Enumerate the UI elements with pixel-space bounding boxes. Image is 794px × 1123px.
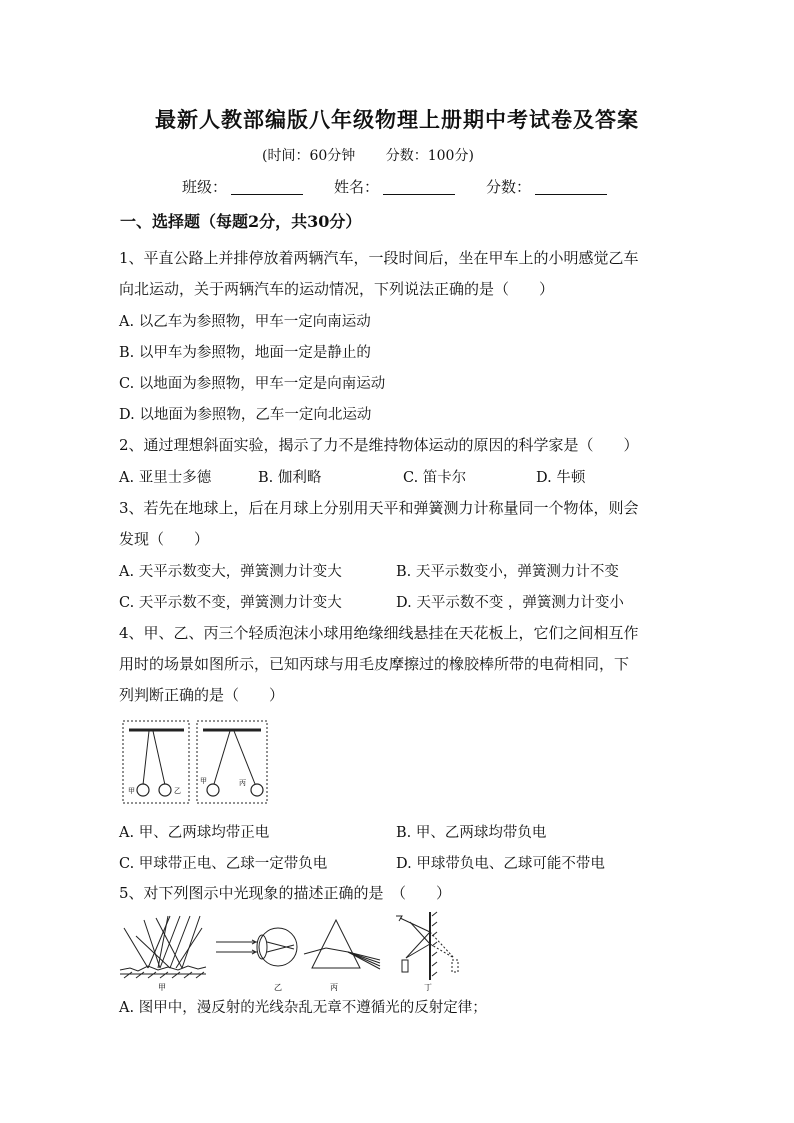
q3-option-d: D. 天平示数不变 ，弹簧测力计变小 <box>396 595 624 611</box>
q5-figure-optics <box>118 908 474 992</box>
score-field <box>486 176 607 197</box>
q4-panel-left <box>123 721 189 803</box>
section-heading: 一、选择题（每题2分，共30分） <box>120 212 362 231</box>
name-field <box>334 176 455 197</box>
q4-panel-right <box>197 721 267 803</box>
q1-option-b: B. 以甲车为参照物，地面一定是静止的 <box>119 345 371 361</box>
q4-option-a: A. 甲、乙两球均带正电 <box>119 825 270 841</box>
q4-stem-line1: 4、甲、乙、丙三个轻质泡沫小球用绝缘细线悬挂在天花板上，它们之间相互作 <box>119 624 639 642</box>
q3-stem-line2: 发现（ ） <box>119 530 210 548</box>
score-blank[interactable] <box>535 180 607 195</box>
q4-label-bing: 丙 <box>239 779 246 787</box>
q3-option-b: B. 天平示数变小，弹簧测力计不变 <box>396 564 619 580</box>
q1-option-d: D. 以地面为参照物，乙车一定向北运动 <box>119 407 372 423</box>
class-blank[interactable] <box>231 180 303 195</box>
q2-option-b: B. 伽利略 <box>258 470 322 486</box>
q3-option-a: A. 天平示数变大，弹簧测力计变大 <box>119 564 342 580</box>
q1-option-a: A. 以乙车为参照物，甲车一定向南运动 <box>119 314 371 330</box>
q5-label-yi: 乙 <box>274 983 282 992</box>
name-label: 姓名： <box>334 178 380 196</box>
q5-label-jia: 甲 <box>158 983 166 992</box>
q4-stem-line3: 列判断正确的是（ ） <box>119 686 285 704</box>
q3-stem-line1: 3、若先在地球上，后在月球上分别用天平和弹簧测力计称量同一个物体，则会 <box>119 499 639 517</box>
q4-option-b: B. 甲、乙两球均带负电 <box>396 825 547 841</box>
q1-stem-line2: 向北运动，关于两辆汽车的运动情况，下列说法正确的是（ ） <box>119 280 555 298</box>
exam-time: (时间：60分钟 <box>262 148 356 164</box>
q1-stem-line1: 1、平直公路上并排停放着两辆汽车，一段时间后，坐在甲车上的小明感觉乙车 <box>119 249 639 267</box>
q2-option-c: C. 笛卡尔 <box>403 470 467 486</box>
q2-option-d: D. 牛顿 <box>536 470 586 486</box>
q5-label-bing: 丙 <box>330 983 338 992</box>
page-title: 最新人教部编版八年级物理上册期中考试卷及答案 <box>155 107 639 132</box>
q5-diagram-jia <box>120 916 206 978</box>
q5-stem: 5、对下列图示中光现象的描述正确的是 （ ） <box>119 884 452 902</box>
q5-diagram-ding <box>396 912 458 980</box>
score-label: 分数： <box>486 178 532 196</box>
q2-option-a: A. 亚里士多德 <box>119 470 212 486</box>
q4-label-yi: 乙 <box>174 787 181 795</box>
class-label: 班级： <box>182 178 228 196</box>
q2-stem: 2、通过理想斜面实验，揭示了力不是维持物体运动的原因的科学家是（ ） <box>119 436 639 454</box>
q5-option-a: A. 图甲中，漫反射的光线杂乱无章不遵循光的反射定律； <box>119 1000 487 1016</box>
q4-stem-line2: 用时的场景如图所示，已知丙球与用毛皮摩擦过的橡胶棒所带的电荷相同，下 <box>119 655 630 673</box>
q5-diagram-yi <box>216 928 297 966</box>
exam-total-score: 分数：100分) <box>385 148 474 164</box>
q4-option-d: D. 甲球带负电、乙球可能不带电 <box>396 856 605 872</box>
q4-label-jia-1: 甲 <box>128 787 135 795</box>
q4-label-jia-2: 甲 <box>200 777 207 785</box>
q4-option-c: C. 甲球带正电、乙球一定带负电 <box>119 856 328 872</box>
q5-label-ding: 丁 <box>424 983 432 992</box>
q4-figure-pendulums <box>121 719 271 809</box>
q5-diagram-bing <box>304 920 380 969</box>
q3-option-c: C. 天平示数不变，弹簧测力计变大 <box>119 595 342 611</box>
class-field <box>182 176 303 197</box>
exam-meta <box>262 145 500 165</box>
q1-option-c: C. 以地面为参照物，甲车一定是向南运动 <box>119 376 386 392</box>
name-blank[interactable] <box>383 180 455 195</box>
